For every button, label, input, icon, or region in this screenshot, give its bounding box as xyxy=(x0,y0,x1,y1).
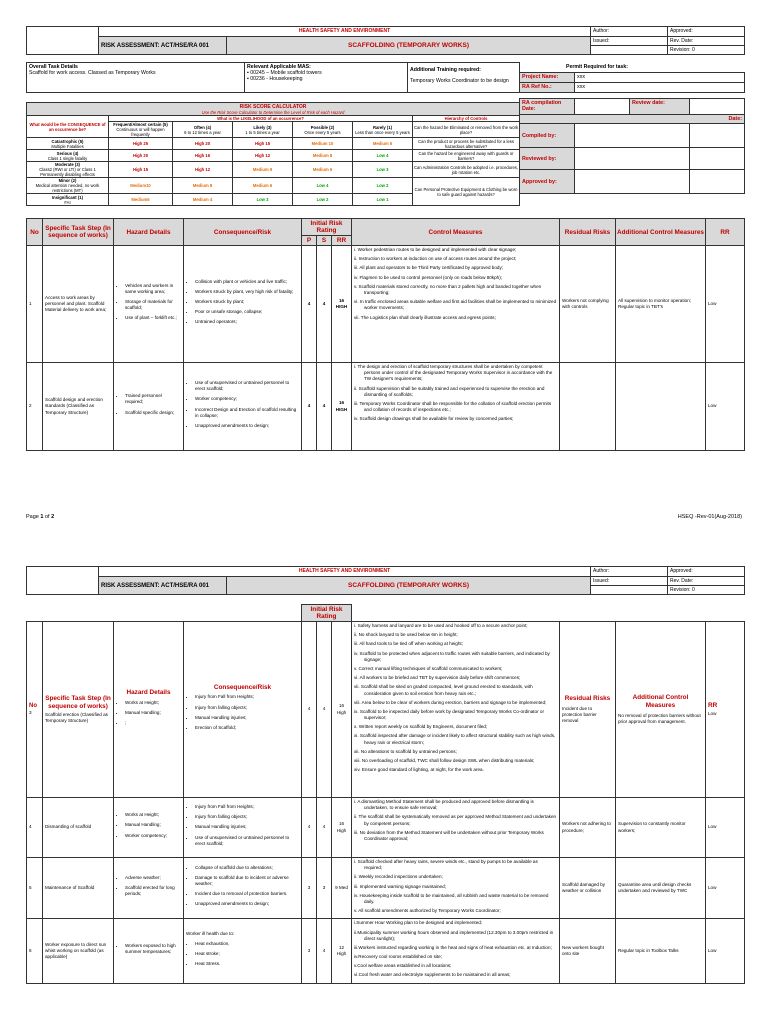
row-residual xyxy=(560,363,616,451)
ra-ref-label: RA Ref No.: xyxy=(520,83,575,93)
row-s: 4 xyxy=(317,622,332,798)
blank-cell xyxy=(591,586,668,595)
row-hazards: • Adverse weather; • Scaffold erected for long periods; xyxy=(114,858,184,919)
risk-score: Low 3 xyxy=(233,194,293,206)
row-residual: New workers bought onto site xyxy=(560,919,616,984)
document-reference: HSEQ -Rev-01(Aug-2018) xyxy=(677,514,742,520)
row-additional: Quarantine area until design checks undertaken and reviewed by TWC xyxy=(616,858,706,919)
risk-score: Medium 6 xyxy=(293,162,353,178)
row-controls: i. Worker pedestrian routes to be designed and implemented with clear signage; ii. Instruction to workers at induction on use of access routes around the project; iii. All plant and operators to be Third Party certificated by approved body; iv. Flagmen to be used to control personnel (only on roads below 80kph); v. Scaffold materials stored correctly, no more than 2 pallets high and banded together when transporting; vi. In traffic enclosed areas suitable welfare and first aid facilities shall be implemented to minimized worker movements; vii. The Logistics plan shall clearly illustrate access and egress points; xyxy=(352,246,560,363)
task-details xyxy=(26,62,520,93)
overall-task-text: Scaffold for work access. Classed as Temporary Works xyxy=(29,70,156,76)
consequence-label: Serious (4) Class 1 single fatality xyxy=(27,150,109,162)
mas-cell xyxy=(245,63,408,93)
logo-cell xyxy=(27,567,99,595)
reviewed-date xyxy=(690,148,745,170)
col-p: P xyxy=(302,236,317,246)
risk-score: High 20 xyxy=(173,138,233,150)
row-controls: i.Summer Hour Working plan to be designed and implemented; ii.Municipality summer working hours observed and implemented (12.30pm to 3.00pm restricted in direct sunlight); iii.Workers instructed regarding working in the heat and signs of heat exhaustion etc. at Induction; iv.Recovery cool rooms established on site; v.Cool welfare areas established in all locations; vi.Cool fresh water and electrolyte supplements to be maintained in all areas; xyxy=(352,919,560,984)
hierarchy-item: Can the hazard be engineered away with guards or barriers? xyxy=(413,150,520,162)
row-no: 1 xyxy=(27,246,43,363)
logo-cell xyxy=(27,27,99,55)
col-s: S xyxy=(317,236,332,246)
col-rr-initial: RR xyxy=(332,236,352,246)
row-s: 4 xyxy=(317,246,332,363)
mas-label: Relevant Applicable MAS: xyxy=(247,64,311,70)
risk-score: Medium5 xyxy=(109,194,173,206)
row-rr-final: RR Low xyxy=(706,622,745,798)
approved-by-value xyxy=(575,170,690,194)
spacer xyxy=(352,605,745,622)
table-row xyxy=(27,858,745,919)
row-consequences: • Collision with plant or vehicles and live traffic; • Workers struck by plant, very high risk of fatality; • Workers struck by plant; • Poor or unsafe storage, collapse; • Untrained operators; xyxy=(184,246,302,363)
training-cell xyxy=(408,63,520,93)
approved-by-label: Approved by: xyxy=(520,170,575,194)
risk-score: Medium 5 xyxy=(353,138,413,150)
reviewed-by-label: Reviewed by: xyxy=(520,148,575,170)
compiled-by-label: Compiled by: xyxy=(520,124,575,148)
consequence-label: Moderate (3) Class2 (RWI or LTI) or Class 1 Permanently disabling effects xyxy=(27,162,109,178)
overall-task-label: Overall Task Details xyxy=(29,64,78,70)
hierarchy-item: Can Personal Protective Equipment & Clothing be worn to safe guard against hazards? xyxy=(413,178,520,206)
ra-ref-value: xxx xyxy=(575,83,745,93)
row-rr: 16 HIGH xyxy=(332,363,352,451)
risk-score: Low 4 xyxy=(353,150,413,162)
row-rr: 9 Med xyxy=(332,858,352,919)
project-name-value: xxx xyxy=(575,73,745,83)
row-residual: Scaffold damaged by weather or collision xyxy=(560,858,616,919)
risk-score: Low 2 xyxy=(353,178,413,194)
row-p: 4 xyxy=(302,622,317,798)
table-row xyxy=(27,798,745,858)
row-consequences: • Use of unsupervised or untrained personnel to erect scaffold; • Worker competency; • Incorrect Design and Erection of scaffold resulting in collapse; • Unapproved amendments to design; xyxy=(184,363,302,451)
hierarchy-item: Can the hazard be Eliminated or removed from the work place? xyxy=(413,122,520,138)
row-additional: Regular topic in Toolbox Talks xyxy=(616,919,706,984)
author-cell: Author: xyxy=(591,27,668,37)
mas-item: ▪ 00236 - Housekeeping xyxy=(247,76,303,82)
row-hazards: • Works at Height; • Manual Handling; • Worker competency; xyxy=(114,798,184,858)
row-rr-final: Low xyxy=(706,858,745,919)
col-initial-rating: Initial Risk Rating xyxy=(302,605,352,622)
likelihood-header: Often (4) 6 to 12 times a year xyxy=(173,122,233,138)
dates-info xyxy=(519,98,745,194)
col-initial-rating: Initial Risk Rating xyxy=(302,219,352,236)
ra-number: RISK ASSESSMENT: ACT/HSE/RA 001 xyxy=(99,577,227,595)
date-label: Date: xyxy=(520,115,745,124)
approved-cell: Approved: xyxy=(668,567,745,577)
row-hazards: • Vehicles and workers in same working area; • Storage of materials for scaffold; • Use of plant – forklift etc.; xyxy=(114,246,184,363)
project-info xyxy=(519,72,745,93)
doc-title: SCAFFOLDING (TEMPORARY WORKS) xyxy=(227,577,591,595)
permit-label: Permit Required for task: xyxy=(566,64,628,70)
review-date-value xyxy=(690,99,745,115)
row-controls: i. The design and erection of scaffold temporary structures shall be undertaken by competent persons under control of the designated Temporary Works Supervisor in accordance with the TW designer's requirements; ii. Scaffold supervision shall be suitably trained and experienced to supervise the erection and dismantling of scaffolds; iii. Temporary Works Coordinator shall be responsible for the collation of scaffold erection permits and collation of records of inspections etc.; iv. Scaffold design drawings shall be available for review by concerned parties; xyxy=(352,363,560,451)
row-task: Worker exposure to direct sun whist working on scaffold (as applicable) xyxy=(43,919,114,984)
risk-score: Medium 10 xyxy=(293,138,353,150)
row-controls: i. Safety harness and lanyard are to be used and hooked off to a secure anchor point; ii. No shock lanyard to be used below 6m in height; iii. All hand tools to be tied off when working at height; iv. Scaffold to be protected when adjacent to traffic routes with suitable barriers, and indicated by signage; v. Correct manual lifting techniques of scaffold communicated to workers; vi. All workers to be briefed and TBT by supervision daily before shift commences; vii. Scaffold shall be sited on graded compacted, level ground erected to standards, with consideration given to soil erosion from heavy rain etc.; viii. Area below to be clear of workers during erection, barriers and signage to be implemented; ix. Scaffold to be inspected daily before work by designated Temporary Works Co-ordinator or supervisor; x. Written report weekly on scaffold by Engineers, document filed; xi. Scaffold inspected after damage or incident likely to affect structural stability such as high winds, heavy rain or electrical storm; xii. No alterations to scaffold by untrained persons; xiii. No overloading of scaffold, TWC shall follow design SWL when distributing materials; xiv. Ensure good standard of lighting, at night, for the work area. xyxy=(352,622,560,798)
likelihood-header: Likely (3) 1 to 5 times a year xyxy=(233,122,293,138)
row-s: 4 xyxy=(317,798,332,858)
risk-matrix-page-2 xyxy=(26,604,745,984)
row-p: 3 xyxy=(302,919,317,984)
row-task: Scaffold design and erection standards (Classified as Temporary Structure) xyxy=(43,363,114,451)
training-text: Temporary Works Coordinator to be design xyxy=(410,78,509,84)
risk-score: Low 1 xyxy=(353,194,413,206)
row-p: 4 xyxy=(302,246,317,363)
row-residual: Workers not complying with controls xyxy=(560,246,616,363)
col-hazard: Hazard Details xyxy=(114,219,184,246)
col-additional: Additional Control Measures xyxy=(616,219,706,246)
hierarchy-title: Hierarchy of Controls xyxy=(413,116,520,122)
col-rr: RR xyxy=(706,219,745,246)
table-row xyxy=(27,622,745,798)
row-additional: All supervision to monitor operation; Regular topic in TBT's xyxy=(616,246,706,363)
rev-date-cell: Rev. Date: xyxy=(668,577,745,586)
row-additional: Supervision to constantly monitor workers; xyxy=(616,798,706,858)
row-s: 3 xyxy=(317,858,332,919)
risk-score: Low 4 xyxy=(293,178,353,194)
row-no: 5 xyxy=(27,858,43,919)
col-control: Control Measures xyxy=(352,219,560,246)
hierarchy-item: Can Administration Controls be adopted i.e. procedures, job rotation etc. xyxy=(413,162,520,178)
col-task: Specific Task Step (In sequence of works) xyxy=(43,219,114,246)
issued-cell: Issued: xyxy=(591,37,668,46)
row-rr: 12 High xyxy=(332,919,352,984)
risk-score: High 25 xyxy=(109,138,173,150)
risk-score: High 20 xyxy=(109,150,173,162)
consequence-label: Minor (2) Medical attention needed, no work restrictions (MT) xyxy=(27,178,109,194)
document-header xyxy=(26,26,745,55)
table-row xyxy=(27,363,745,451)
row-additional xyxy=(616,363,706,451)
table-row xyxy=(27,246,745,363)
row-p: 4 xyxy=(302,798,317,858)
risk-score: High 15 xyxy=(109,162,173,178)
reviewed-by-value xyxy=(575,148,690,170)
risk-score: Medium 9 xyxy=(233,162,293,178)
table-row xyxy=(27,919,745,984)
ra-number: RISK ASSESSMENT: ACT/HSE/RA 001 xyxy=(99,37,227,55)
risk-score: High 12 xyxy=(233,150,293,162)
row-rr: 16 High xyxy=(332,798,352,858)
row-s: 4 xyxy=(317,919,332,984)
risk-score: Low 3 xyxy=(353,162,413,178)
row-additional: Additional Control Measures No removal of protection barriers without prior approval from management. xyxy=(616,622,706,798)
approved-cell: Approved: xyxy=(668,27,745,37)
col-consequence: Consequence/Risk xyxy=(184,219,302,246)
risk-score: Medium 4 xyxy=(173,194,233,206)
risk-score: Medium10 xyxy=(109,178,173,194)
mas-item: ▪ 00245 – Mobile scaffold towers xyxy=(247,70,322,76)
likelihood-header: Possible (2) Once every 5 years xyxy=(293,122,353,138)
risk-score: Medium 8 xyxy=(173,178,233,194)
ra-compilation-label: RA compilation Date: xyxy=(520,99,575,115)
row-no: No 3 xyxy=(27,622,43,798)
row-p: 4 xyxy=(302,363,317,451)
doc-title: SCAFFOLDING (TEMPORARY WORKS) xyxy=(227,37,591,55)
approved-date xyxy=(690,170,745,194)
consequence-question: What would be the CONSEQUENCE of an occurrence be? xyxy=(27,116,109,138)
row-s: 4 xyxy=(317,363,332,451)
row-task: Dismantling of scaffold xyxy=(43,798,114,858)
consequence-label: Insignificant (1) FAI xyxy=(27,194,109,206)
rev-date-cell: Rev. Date: xyxy=(668,37,745,46)
row-task: Access to work areas by personnel and plant. Scaffold Material delivery to work area; xyxy=(43,246,114,363)
row-hazards: • Workers exposed to high summer temperatures; xyxy=(114,919,184,984)
project-name-label: Project Name: xyxy=(520,73,575,83)
ra-compilation-value xyxy=(575,99,630,115)
row-rr-final: Low xyxy=(706,919,745,984)
col-no: No xyxy=(27,219,43,246)
page-number: Page 1 of 2 xyxy=(26,514,55,520)
spacer xyxy=(27,605,302,622)
risk-score: Low 2 xyxy=(293,194,353,206)
likelihood-header: Rarely (1) Less than once every 5 years xyxy=(353,122,413,138)
review-date-label: Review date: xyxy=(630,99,690,115)
revision-cell: Revision: 0 xyxy=(668,46,745,55)
row-p: 3 xyxy=(302,858,317,919)
training-label: Additional Training required: xyxy=(410,67,481,73)
row-consequences: Worker ill health due to: • Heat exhaustion, • Heat stroke; • Heat Stress. xyxy=(184,919,302,984)
hierarchy-item: Can the product or process be substituted for a less hazardous alternative? xyxy=(413,138,520,150)
col-residual: Residual Risks xyxy=(560,219,616,246)
compiled-by-value xyxy=(575,124,690,148)
row-task: Maintenance of Scaffold xyxy=(43,858,114,919)
risk-score-calculator xyxy=(26,102,520,206)
revision-cell: Revision: 0 xyxy=(668,586,745,595)
row-consequences: • Collapse of scaffold due to alterations; • Damage to scaffold due to incident or adverse weather; • Incident due to removal of protection barriers. • Unapproved amendments to design; xyxy=(184,858,302,919)
row-no: 6 xyxy=(27,919,43,984)
risk-score: Medium 8 xyxy=(293,150,353,162)
row-no: 4 xyxy=(27,798,43,858)
row-rr: 16 High xyxy=(332,622,352,798)
blank-cell xyxy=(591,46,668,55)
risk-matrix-page-1 xyxy=(26,218,745,451)
risk-score: High 12 xyxy=(173,162,233,178)
risk-score: High 16 xyxy=(173,150,233,162)
row-residual: Residual Risks Incident due to protection barrier removal xyxy=(560,622,616,798)
row-rr-final: Low xyxy=(706,246,745,363)
overall-task-cell xyxy=(27,63,245,93)
calculator-heading: RISK SCORE CALCULATOR Use the Risk Score Calculator to Determine the Level of Risk of each Hazard xyxy=(27,103,520,116)
compiled-date xyxy=(690,124,745,148)
row-rr-final: Low xyxy=(706,798,745,858)
row-controls: i. Scaffold checked after heavy rains, severe winds etc., stand by pumps to be available as required; ii. Weekly recorded inspections undertaken; iii. Implemented warning signage maintained; iv. Housekeeping inside scaffold to be maintained, all rubbish and waste material to be removed daily. v. All scaffold amendments authorized by Temporary Works Coordinator; xyxy=(352,858,560,919)
likelihood-question: What is the LIKELIHOOD of an occurrence? xyxy=(109,116,413,122)
row-task: Specific Task Step (In sequence of works) Scaffold erection (Classified as Temporary Structure) xyxy=(43,622,114,798)
org-title: HEALTH SAFETY AND ENVIRONMENT xyxy=(99,27,591,37)
row-controls: i. A dismantling Method Statement shall be produced and approved before dismantling is undertaken, to ensure safe removal; ii. The scaffold shall be systematically removed as per approved Method Statement and undertaken by competent persons; iii. No deviation from the Method Statement will be undertaken without prior Temporary Works Coordinator approval; xyxy=(352,798,560,858)
row-rr: 16 HIGH xyxy=(332,246,352,363)
row-no: 2 xyxy=(27,363,43,451)
document-header xyxy=(26,566,745,595)
author-cell: Author: xyxy=(591,567,668,577)
likelihood-header: Frequent/Almost certain (5) Continuous or will happen frequently xyxy=(109,122,173,138)
row-consequences: • Injury from Fall from Heights; • Injury from falling objects; • Manual Handling injuries; • Use of unsupervised or untrained personnel to erect scaffold; xyxy=(184,798,302,858)
row-hazards: • Trained personnel required; • Scaffold specific design; xyxy=(114,363,184,451)
row-residual: Workers not adhering to procedure; xyxy=(560,798,616,858)
risk-score: Medium 6 xyxy=(233,178,293,194)
row-hazards: Hazard Details • Works at Height; • Manual Handling; • ; xyxy=(114,622,184,798)
risk-score: High 15 xyxy=(233,138,293,150)
issued-cell: Issued: xyxy=(591,577,668,586)
org-title: HEALTH SAFETY AND ENVIRONMENT xyxy=(99,567,591,577)
row-rr-final: Low xyxy=(706,363,745,451)
consequence-label: Catastrophic (5) Multiple Fatalities xyxy=(27,138,109,150)
row-consequences: Consequence/Risk • Injury from Fall from Heights; • Injury from falling objects; • Manual Handling injuries; • Erection of Scaffold; xyxy=(184,622,302,798)
